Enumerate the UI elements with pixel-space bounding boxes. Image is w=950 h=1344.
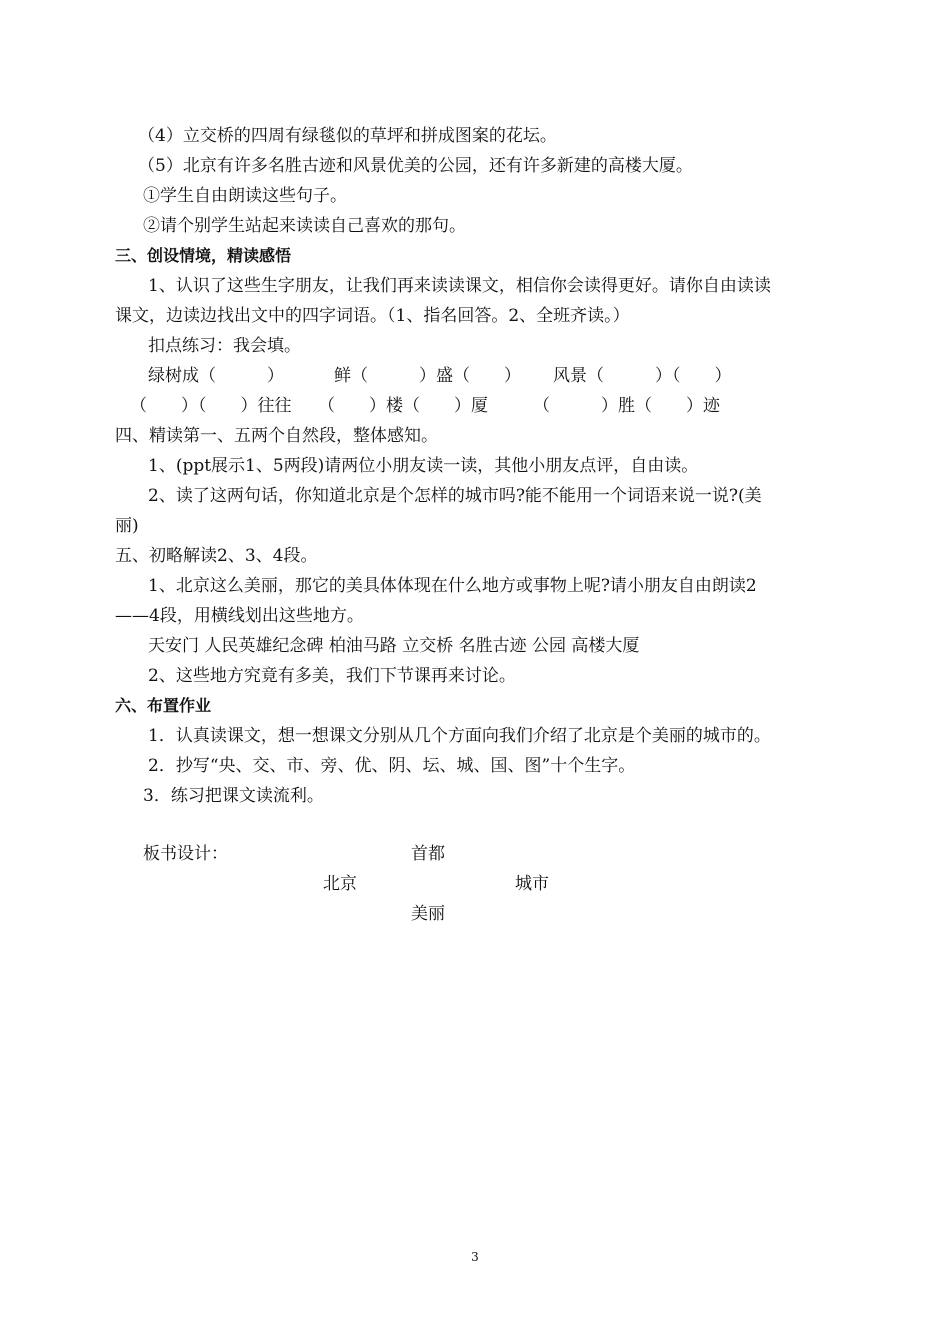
board-label: 板书设计： xyxy=(143,844,228,864)
sentence-4: （4）立交桥的四周有绿毯似的草坪和拼成图案的花坛。 xyxy=(138,126,557,146)
board-left: 北京 xyxy=(323,874,357,894)
fill-blank: （ ）胜（ ）迹 xyxy=(533,396,720,416)
page-number: 3 xyxy=(471,1250,479,1264)
board-right: 城市 xyxy=(515,874,549,894)
fill-blank: 风景（ ）（ ） xyxy=(553,366,732,386)
section-heading-4: 四、精读第一、五两个自然段，整体感知。 xyxy=(115,426,438,446)
paragraph: ——4段，用横线划出这些地方。 xyxy=(115,606,364,626)
fill-blank: 鲜（ ）盛（ ） xyxy=(334,366,521,386)
fill-blank: 绿树成（ ） xyxy=(148,366,284,386)
section-heading-6: 六、布置作业 xyxy=(115,696,212,715)
paragraph: 1、(ppt展示1、5两段)请两位小朋友读一读，其他小朋友点评，自由读。 xyxy=(148,456,699,476)
homework-item: 2．抄写“央、交、市、旁、优、阴、坛、城、国、图”十个生字。 xyxy=(148,756,636,776)
sentence-5: （5）北京有许多名胜古迹和风景优美的公园，还有许多新建的高楼大厦。 xyxy=(138,156,693,176)
section-heading-3: 三、创设情境，精读感悟 xyxy=(115,246,292,265)
exercise-title: 扣点练习：我会填。 xyxy=(148,336,301,356)
paragraph: 1、认识了这些生字朋友，让我们再来读读课文，相信你会读得更好。请你自由读读 xyxy=(148,276,771,296)
paragraph: 2、这些地方究竟有多美，我们下节课再来讨论。 xyxy=(148,666,516,686)
board-top: 首都 xyxy=(411,844,445,864)
paragraph: 2、读了这两句话，你知道北京是个怎样的城市吗?能不能用一个词语来说一说?(美 xyxy=(148,486,762,506)
step-1: ①学生自由朗读这些句子。 xyxy=(143,186,347,206)
step-2: ②请个别学生站起来读读自己喜欢的那句。 xyxy=(143,216,466,236)
homework-item: 1．认真读课文，想一想课文分别从几个方面向我们介绍了北京是个美丽的城市的。 xyxy=(148,726,771,746)
board-bottom: 美丽 xyxy=(411,904,445,924)
paragraph: 课文，边读边找出文中的四字词语。（1、指名回答。2、全班齐读。） xyxy=(115,306,630,326)
fill-blank: （ ）楼（ ）厦 xyxy=(318,396,488,416)
paragraph: 1、北京这么美丽，那它的美具体体现在什么地方或事物上呢?请小朋友自由朗读2 xyxy=(148,576,757,596)
paragraph: 丽) xyxy=(115,516,139,536)
homework-item: 3．练习把课文读流利。 xyxy=(143,786,324,806)
places-list: 天安门 人民英雄纪念碑 柏油马路 立交桥 名胜古迹 公园 高楼大厦 xyxy=(148,636,640,656)
section-heading-5: 五、初略解读2、3、4段。 xyxy=(115,546,318,566)
fill-blank: （ ）（ ）往往 xyxy=(130,396,292,416)
